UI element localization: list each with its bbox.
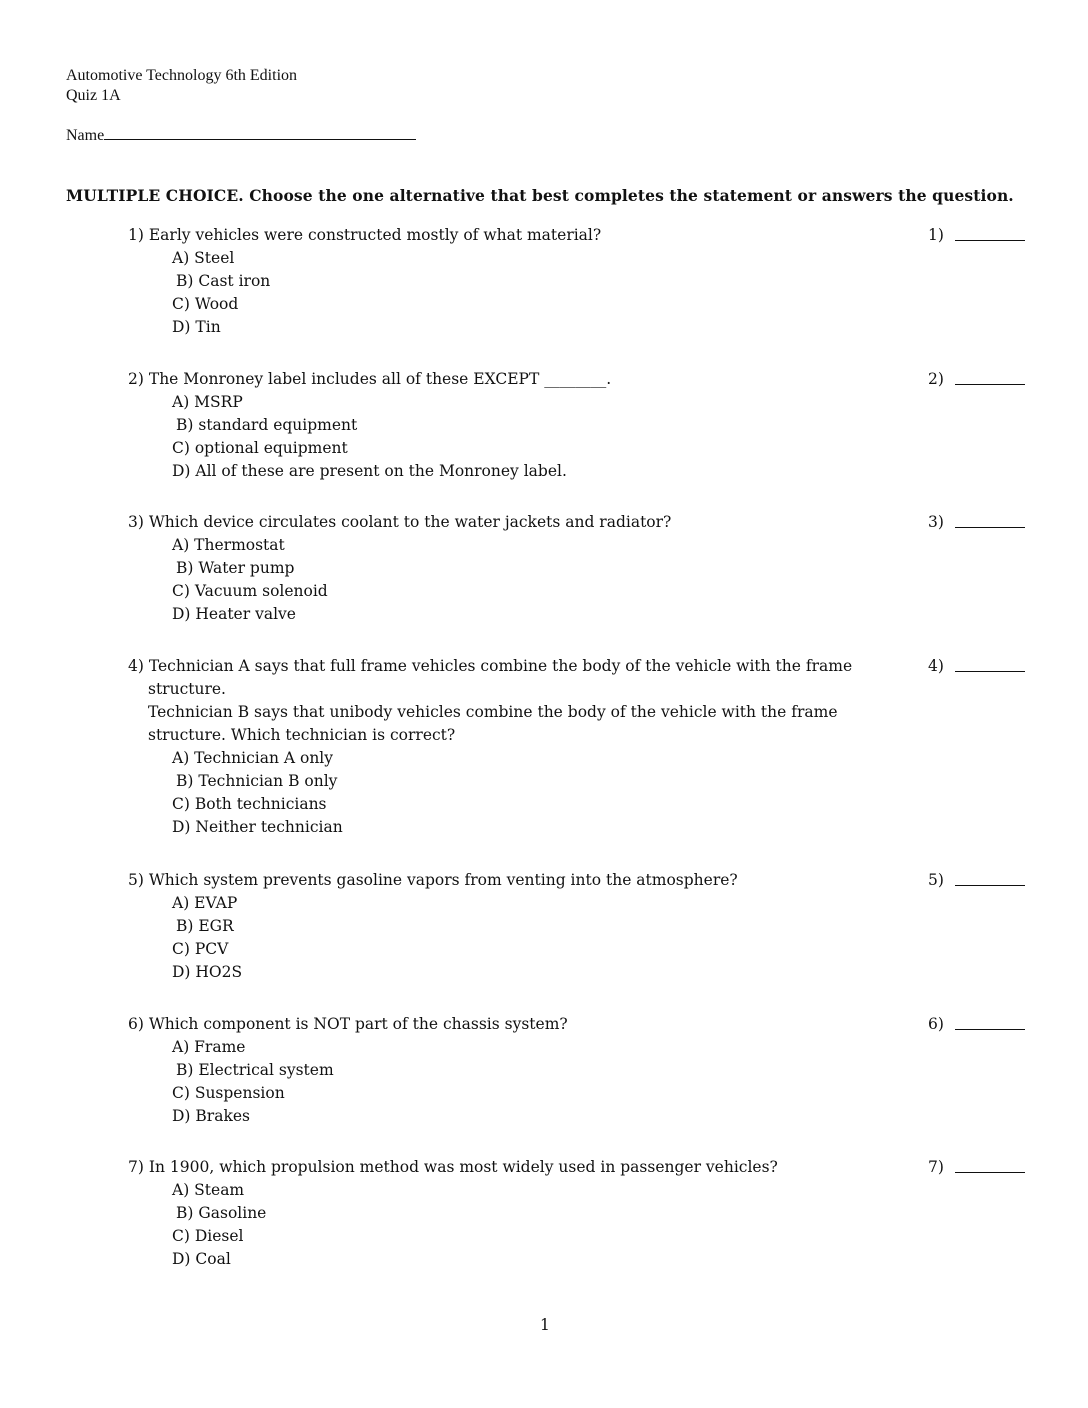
name-label: Name bbox=[66, 127, 105, 144]
question-stem bbox=[128, 368, 858, 391]
question-5 bbox=[128, 869, 1088, 984]
answer-number: 7) bbox=[928, 1158, 944, 1176]
question-text-line: Technician B says that unibody vehicles combine the body of the vehicle with the frame bbox=[148, 703, 838, 721]
answer-option: B) Gasoline bbox=[176, 1204, 267, 1222]
answer-number: 2) bbox=[928, 370, 944, 388]
question-4 bbox=[128, 655, 1088, 839]
answer-option: C) Vacuum solenoid bbox=[172, 582, 328, 600]
answer-option: B) Water pump bbox=[176, 559, 295, 577]
question-stem bbox=[128, 224, 858, 247]
question-6 bbox=[128, 1013, 1088, 1128]
answer-option: D) Tin bbox=[172, 318, 221, 336]
answer-option: B) Electrical system bbox=[176, 1061, 334, 1079]
question-number: 4) bbox=[128, 657, 144, 675]
answer-option: A) MSRP bbox=[172, 393, 243, 411]
question-7 bbox=[128, 1156, 1088, 1271]
answer-blank-line[interactable] bbox=[955, 527, 1025, 528]
answer-option: A) Steam bbox=[172, 1181, 245, 1199]
answer-option: D) Heater valve bbox=[172, 605, 296, 623]
answer-blank-line[interactable] bbox=[955, 384, 1025, 385]
answer-blank-line[interactable] bbox=[955, 671, 1025, 672]
question-stem bbox=[128, 511, 858, 534]
answer-blank-line[interactable] bbox=[955, 240, 1025, 241]
answer-number: 4) bbox=[928, 657, 944, 675]
answer-number: 6) bbox=[928, 1015, 944, 1033]
answer-blank-line[interactable] bbox=[955, 1029, 1025, 1030]
answer-option: B) Cast iron bbox=[176, 272, 271, 290]
answer-option: D) All of these are present on the Monroney label. bbox=[172, 462, 567, 480]
name-field[interactable] bbox=[66, 125, 416, 145]
answer-option: B) EGR bbox=[176, 917, 234, 935]
question-stem bbox=[128, 869, 858, 892]
page-number: 1 bbox=[540, 1316, 550, 1334]
answer-option: A) Thermostat bbox=[172, 536, 285, 554]
answer-option: B) Technician B only bbox=[176, 772, 338, 790]
answer-option: C) PCV bbox=[172, 940, 229, 958]
answer-option: A) Frame bbox=[172, 1038, 246, 1056]
quiz-title: Quiz 1A bbox=[66, 87, 121, 104]
question-2 bbox=[128, 368, 1088, 483]
name-blank-line[interactable] bbox=[104, 125, 416, 140]
answer-option: C) Suspension bbox=[172, 1084, 285, 1102]
question-text-line: Which system prevents gasoline vapors from venting into the atmosphere? bbox=[148, 871, 738, 889]
answer-option: B) standard equipment bbox=[176, 416, 358, 434]
question-number: 7) bbox=[128, 1158, 144, 1176]
question-text-line: Early vehicles were constructed mostly of what material? bbox=[148, 226, 602, 244]
question-number: 3) bbox=[128, 513, 144, 531]
question-text-line: The Monroney label includes all of these EXCEPT ________. bbox=[148, 370, 612, 388]
question-stem bbox=[128, 655, 858, 747]
answer-number: 1) bbox=[928, 226, 944, 244]
answer-option: A) EVAP bbox=[172, 894, 238, 912]
answer-option: C) optional equipment bbox=[172, 439, 348, 457]
question-number: 6) bbox=[128, 1015, 144, 1033]
answer-option: D) Brakes bbox=[172, 1107, 250, 1125]
question-3 bbox=[128, 511, 1088, 626]
instructions: MULTIPLE CHOICE. Choose the one alternative that best completes the statement or answers the question. bbox=[66, 186, 1014, 205]
question-text-line: structure. Which technician is correct? bbox=[148, 726, 456, 744]
question-1 bbox=[128, 224, 1088, 339]
question-text-line: Technician A says that full frame vehicles combine the body of the vehicle with the frame bbox=[148, 657, 853, 675]
answer-number: 3) bbox=[928, 513, 944, 531]
answer-blank-line[interactable] bbox=[955, 1172, 1025, 1173]
answer-option: C) Wood bbox=[172, 295, 239, 313]
question-text-line: In 1900, which propulsion method was most widely used in passenger vehicles? bbox=[148, 1158, 778, 1176]
answer-option: C) Diesel bbox=[172, 1227, 244, 1245]
answer-option: D) Neither technician bbox=[172, 818, 343, 836]
answer-option: A) Technician A only bbox=[172, 749, 334, 767]
question-text-line: structure. bbox=[148, 680, 226, 698]
question-stem bbox=[128, 1156, 858, 1179]
course-title: Automotive Technology 6th Edition bbox=[66, 67, 298, 84]
answer-option: A) Steel bbox=[172, 249, 235, 267]
question-number: 2) bbox=[128, 370, 144, 388]
question-number: 5) bbox=[128, 871, 144, 889]
answer-option: D) Coal bbox=[172, 1250, 231, 1268]
answer-option: D) HO2S bbox=[172, 963, 243, 981]
question-stem bbox=[128, 1013, 858, 1036]
question-text-line: Which device circulates coolant to the water jackets and radiator? bbox=[148, 513, 672, 531]
answer-blank-line[interactable] bbox=[955, 885, 1025, 886]
question-text-line: Which component is NOT part of the chassis system? bbox=[148, 1015, 568, 1033]
answer-option: C) Both technicians bbox=[172, 795, 327, 813]
question-number: 1) bbox=[128, 226, 144, 244]
answer-number: 5) bbox=[928, 871, 944, 889]
